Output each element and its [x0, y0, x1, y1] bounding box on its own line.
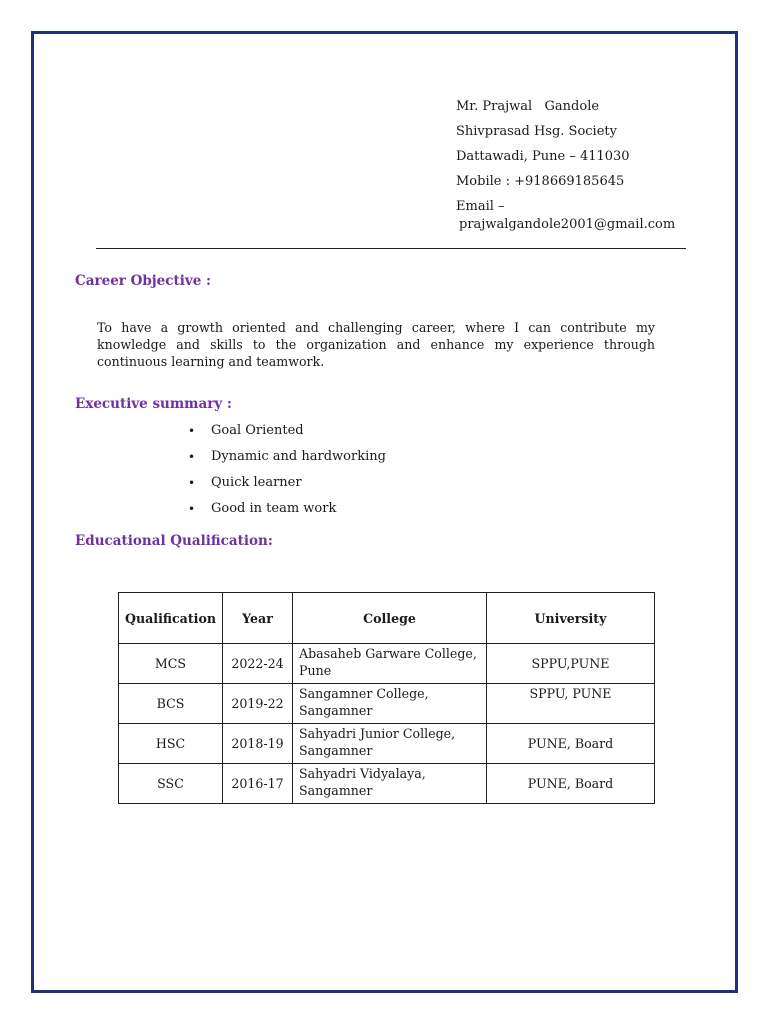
- table-row: [119, 764, 655, 804]
- cell-college: Sahyadri Vidyalaya, Sangamner: [293, 764, 487, 804]
- candidate-name: Mr. Prajwal Gandole: [456, 99, 600, 114]
- bullet-icon: •: [188, 424, 196, 438]
- cell-qualification: BCS: [119, 684, 223, 724]
- table-header-row: [119, 593, 655, 644]
- table-row: [119, 684, 655, 724]
- summary-item-text: Goal Oriented: [211, 423, 304, 438]
- email-label: Email –: [456, 199, 505, 214]
- executive-summary-list: [188, 422, 386, 526]
- cell-year: 2016-17: [223, 764, 293, 804]
- executive-summary-heading: Executive summary :: [75, 396, 232, 412]
- cell-college: Sahyadri Junior College, Sangamner: [293, 724, 487, 764]
- cell-university: PUNE, Board: [487, 724, 655, 764]
- career-objective-text: To have a growth oriented and challenging career, where I can contribute my knowledge and skills to the organization and enhance my experience through continuous learning and teamwork.: [97, 320, 655, 369]
- address-line-2: Dattawadi, Pune – 411030: [456, 149, 630, 164]
- address-line-1: Shivprasad Hsg. Society: [456, 124, 617, 139]
- cell-year: 2018-19: [223, 724, 293, 764]
- cell-university: PUNE, Board: [487, 764, 655, 804]
- education-heading: Educational Qualification:: [75, 533, 273, 549]
- table-row: [119, 724, 655, 764]
- header-divider: [96, 248, 686, 249]
- column-header-university: University: [487, 593, 655, 644]
- cell-year: 2019-22: [223, 684, 293, 724]
- column-header-qualification: Qualification: [119, 593, 223, 644]
- bullet-icon: •: [188, 476, 196, 490]
- email-address[interactable]: prajwalgandole2001@gmail.com: [459, 217, 676, 232]
- cell-qualification: SSC: [119, 764, 223, 804]
- cell-university: SPPU, PUNE: [487, 684, 655, 724]
- cell-college: Abasaheb Garware College, Pune: [293, 644, 487, 684]
- cell-qualification: HSC: [119, 724, 223, 764]
- education-table: [118, 592, 655, 804]
- bullet-icon: •: [188, 502, 196, 516]
- contact-block: [456, 98, 675, 241]
- column-header-college: College: [293, 593, 487, 644]
- summary-item-text: Dynamic and hardworking: [211, 449, 386, 464]
- bullet-icon: •: [188, 450, 196, 464]
- cell-university: SPPU,PUNE: [487, 644, 655, 684]
- summary-item: [188, 448, 386, 474]
- cell-college: Sangamner College, Sangamner: [293, 684, 487, 724]
- column-header-year: Year: [223, 593, 293, 644]
- mobile-number: Mobile : +918669185645: [456, 174, 625, 189]
- career-objective-heading: Career Objective :: [75, 273, 211, 289]
- summary-item-text: Quick learner: [211, 475, 302, 490]
- table-row: [119, 644, 655, 684]
- summary-item: [188, 500, 386, 526]
- summary-item: [188, 422, 386, 448]
- summary-item: [188, 474, 386, 500]
- cell-qualification: MCS: [119, 644, 223, 684]
- cell-year: 2022-24: [223, 644, 293, 684]
- summary-item-text: Good in team work: [211, 501, 337, 516]
